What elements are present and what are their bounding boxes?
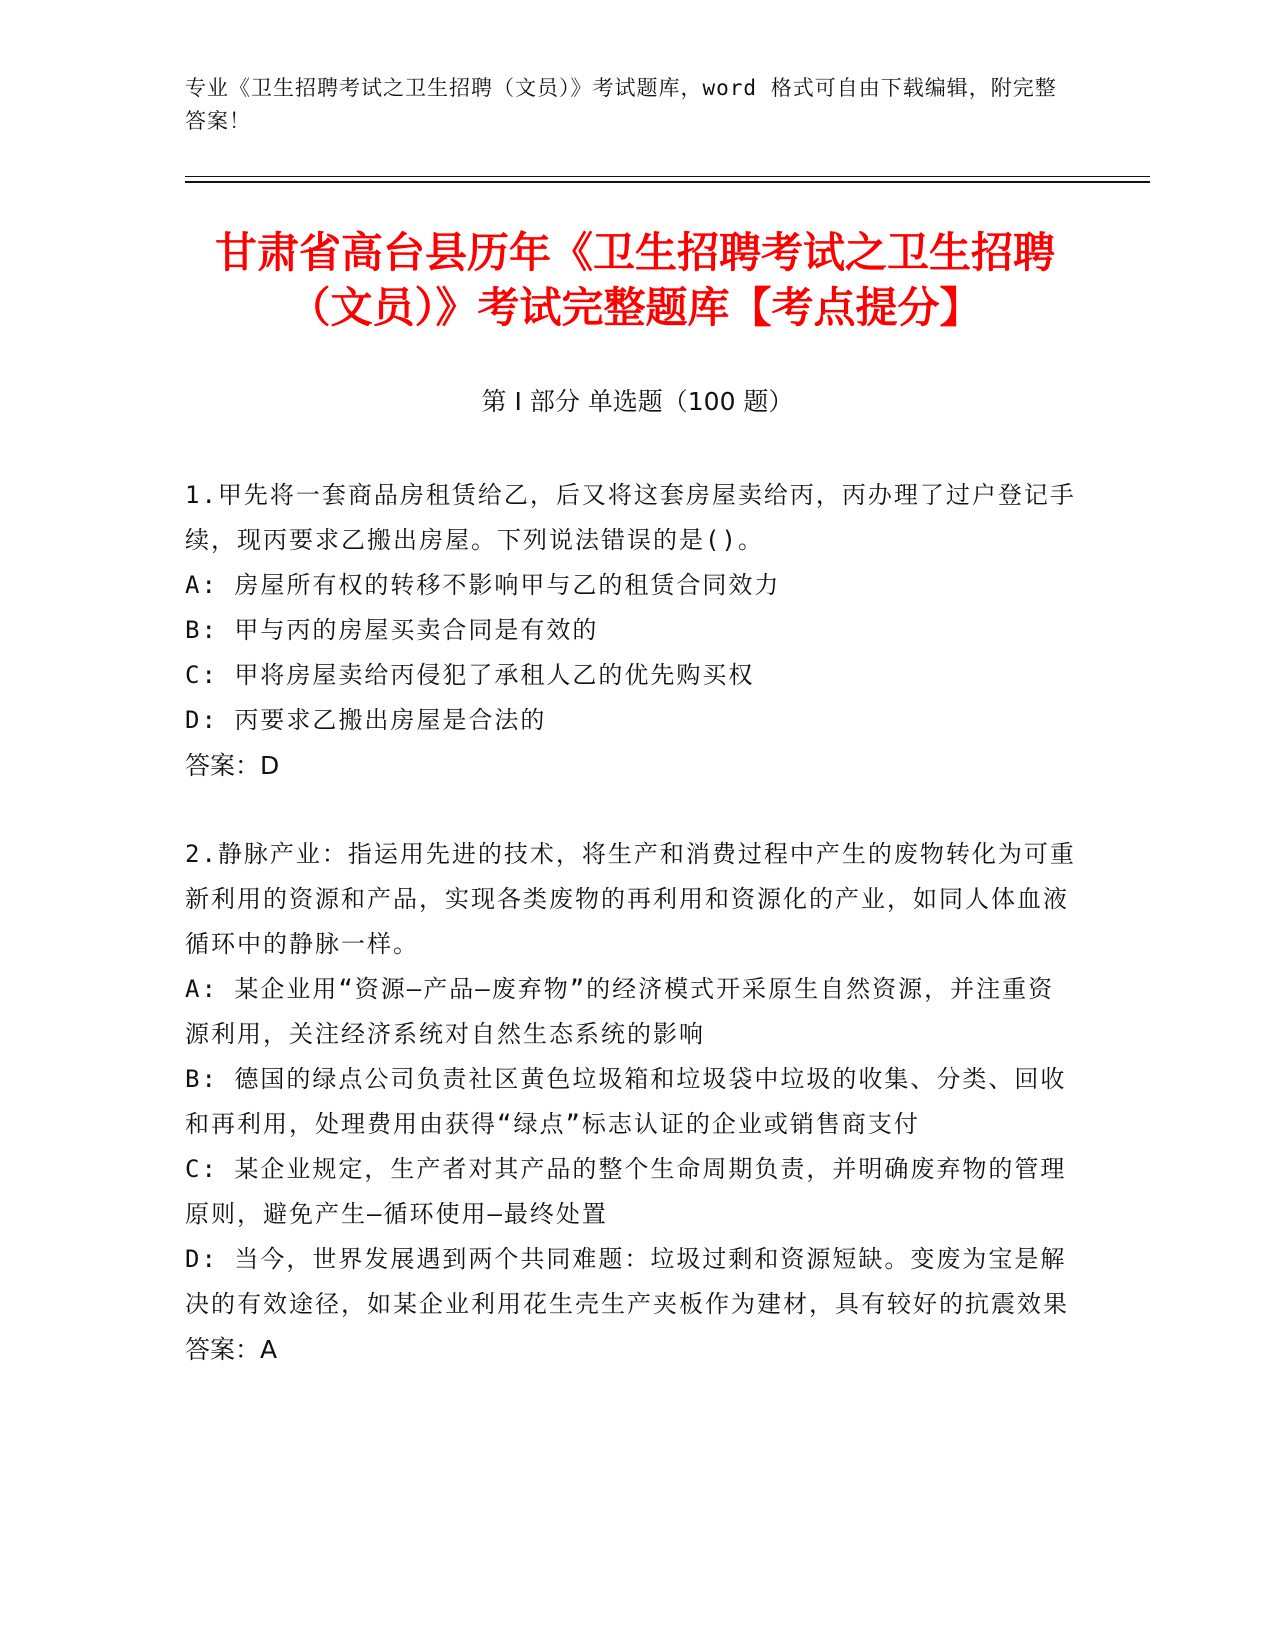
header-note: 专业《卫生招聘考试之卫生招聘（文员）》考试题库，word 格式可自由下载编辑，附完整答案！	[185, 76, 1057, 133]
answer-line: 答案：A	[185, 1335, 278, 1364]
option-key: D:	[185, 1245, 218, 1273]
option-c	[185, 1147, 1080, 1237]
document-title: 甘肃省高台县历年《卫生招聘考试之卫生招聘（文员）》考试完整题库【考点提分】	[214, 228, 1055, 332]
option-text: 房屋所有权的转移不影响甲与乙的租赁合同效力	[234, 571, 781, 599]
option-text: 某企业规定，生产者对其产品的整个生命周期负责，并明确废弃物的管理原则，避免产生—循环使用—最终处置	[185, 1155, 1067, 1228]
option-c	[185, 653, 1080, 698]
question-2	[185, 832, 1080, 1372]
option-key: B:	[185, 1065, 218, 1093]
option-a	[185, 967, 1080, 1057]
option-text: 甲将房屋卖给丙侵犯了承租人乙的优先购买权	[234, 661, 755, 689]
option-key: C:	[185, 661, 218, 689]
section-title: 第 I 部分 单选题（100 题）	[481, 387, 794, 416]
option-a	[185, 563, 1080, 608]
option-b	[185, 1057, 1080, 1147]
option-text: 甲与丙的房屋买卖合同是有效的	[234, 616, 599, 644]
option-text: 当今，世界发展遇到两个共同难题：垃圾过剩和资源短缺。变废为宝是解决的有效途径，如某企业利用花生壳生产夹板作为建材，具有较好的抗震效果	[185, 1245, 1069, 1318]
option-b	[185, 608, 1080, 653]
option-key: A:	[185, 975, 218, 1003]
option-text: 某企业用“资源—产品—废弃物”的经济模式开采原生自然资源，并注重资源利用，关注经济系统对自然生态系统的影响	[185, 975, 1055, 1048]
question-list	[185, 473, 1080, 1416]
question-1	[185, 473, 1080, 788]
option-text: 德国的绿点公司负责社区黄色垃圾箱和垃圾袋中垃圾的收集、分类、回收和再利用，处理费用由获得“绿点”标志认证的企业或销售商支付	[185, 1065, 1067, 1138]
question-stem: 2.静脉产业：指运用先进的技术，将生产和消费过程中产生的废物转化为可重新利用的资源和产品，实现各类废物的再利用和资源化的产业，如同人体血液循环中的静脉一样。	[185, 840, 1076, 958]
answer-line: 答案：D	[185, 751, 280, 780]
option-d	[185, 698, 1080, 743]
option-key: B:	[185, 616, 218, 644]
header-rule-thick	[185, 181, 1150, 183]
question-stem: 1.甲先将一套商品房租赁给乙，后又将这套房屋卖给丙，丙办理了过户登记手续，现丙要求乙搬出房屋。下列说法错误的是()。	[185, 481, 1076, 554]
option-key: A:	[185, 571, 218, 599]
header-rule-thin	[185, 176, 1150, 177]
option-key: D:	[185, 706, 218, 734]
option-text: 丙要求乙搬出房屋是合法的	[234, 706, 547, 734]
option-key: C:	[185, 1155, 218, 1183]
option-d	[185, 1237, 1080, 1327]
